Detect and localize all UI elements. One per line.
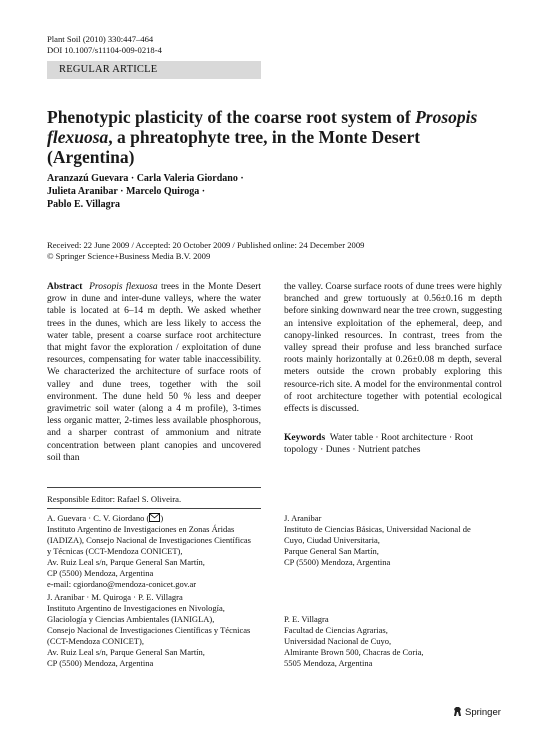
title-part2: , a phreatophyte tree, in the Monte Desert (Argentina) bbox=[47, 127, 421, 167]
article-type-banner bbox=[47, 61, 261, 79]
affiliation-line: Almirante Brown 500, Chacras de Coria, bbox=[284, 647, 424, 657]
affiliation-line: CP (5500) Mendoza, Argentina bbox=[47, 568, 154, 578]
affiliation-close-paren: ) bbox=[160, 513, 164, 523]
affiliation-names bbox=[47, 513, 251, 524]
publisher-logo bbox=[452, 706, 501, 718]
abstract-species: Prosopis flexuosa bbox=[89, 282, 158, 292]
affiliation-line: Instituto Argentino de Investigaciones en Nivología, bbox=[47, 603, 225, 613]
affiliation-line: (CCT-Mendoza CONICET), bbox=[47, 636, 144, 646]
email-link[interactable]: e-mail: cgiordano@mendoza-conicet.gov.ar bbox=[47, 579, 197, 589]
keywords-text: Water table · Root architecture · Root topology · Dunes · Nutrient patches bbox=[284, 433, 474, 456]
affiliation-line: Universidad Nacional de Cuyo, bbox=[284, 636, 392, 646]
affiliation-line: y Técnicas (CCT-Mendoza CONICET), bbox=[47, 546, 183, 556]
abstract-right-column bbox=[284, 281, 502, 415]
footnote-divider bbox=[47, 508, 261, 509]
affiliation-block bbox=[47, 513, 251, 590]
affiliation-authors: J. Aranibar bbox=[284, 513, 322, 523]
abstract-text-left: trees in the Monte Desert grow in dune and inter-dune valleys, where the water table is located at 6–14 m depth. We asked whether trees in the dunes, which are less likely to access the water table, present a coarse surface root architecture that might favor the exploration / exploitation of dune resources, compensating for water table inaccessibility. We characterized the architecture of surface roots of valley and dune trees, together with the soil environment. The dune held 50 % less and deeper gravimetric soil water (along a 4 m profile), 3-times less organic matter, 2-times less available phosphorous, and a sharper contrast of ammonium and nitrate concentration between plant canopies and uncovered soil than bbox=[47, 282, 262, 463]
publication-dates bbox=[47, 240, 507, 262]
abstract-heading: Abstract bbox=[47, 282, 83, 292]
title-part1: Phenotypic plasticity of the coarse root system of bbox=[47, 107, 416, 127]
affiliation-line: Glaciología y Ciencias Ambientales (IANIGLA), bbox=[47, 614, 215, 624]
journal-header bbox=[47, 34, 162, 56]
dates-line: Received: 22 June 2009 / Accepted: 20 October 2009 / Published online: 24 December 2009 bbox=[47, 240, 365, 250]
affiliation-line: Consejo Nacional de Investigaciones Científicas y Técnicas bbox=[47, 625, 251, 635]
affiliation-line: 5505 Mendoza, Argentina bbox=[284, 658, 373, 668]
author-list bbox=[47, 172, 297, 211]
author-line: Aranzazú Guevara · Carla Valeria Giordano · bbox=[47, 173, 244, 184]
author-line: Julieta Aranibar · Marcelo Quiroga · bbox=[47, 186, 206, 197]
responsible-editor: Responsible Editor: Rafael S. Oliveira. bbox=[47, 494, 182, 504]
article-type: REGULAR ARTICLE bbox=[59, 64, 158, 75]
affiliation-line: (IADIZA), Consejo Nacional de Investigaciones Científicas bbox=[47, 535, 251, 545]
affiliation-block bbox=[284, 513, 471, 568]
paper-title bbox=[47, 107, 507, 167]
title-species: Prosopis flexuosa bbox=[47, 107, 478, 147]
abstract-text-right: the valley. Coarse surface roots of dune trees were highly branched and grew tortuously at 0.56±0.16 m depth before sinking downward near the tree crown, suggesting an intensive exploitation of the ephemeral, deep, and canopy-linked resources. In contrast, trees from the valley spread their profuse and less branched surface roots mainly horizontally at 0.26±0.08 m depth, several meters outside the crown probably exploring this resource-rich site. A model for the environmental control of root architecture together with potential ecological effects is discussed. bbox=[284, 282, 502, 415]
affiliation-authors: P. E. Villagra bbox=[284, 614, 329, 624]
doi: DOI 10.1007/s11104-009-0218-4 bbox=[47, 45, 162, 55]
affiliation-line: Instituto Argentino de Investigaciones en Zonas Áridas bbox=[47, 524, 235, 534]
copyright-line: © Springer Science+Business Media B.V. 2009 bbox=[47, 251, 211, 261]
keywords bbox=[284, 432, 502, 456]
springer-horse-icon bbox=[452, 706, 463, 717]
author-line: Pablo E. Villagra bbox=[47, 199, 121, 210]
affiliation-line: CP (5500) Mendoza, Argentina bbox=[47, 658, 154, 668]
affiliation-line: CP (5500) Mendoza, Argentina bbox=[284, 557, 391, 567]
journal-citation: Plant Soil (2010) 330:447–464 bbox=[47, 34, 154, 44]
affiliation-line: Parque General San Martín, bbox=[284, 546, 379, 556]
affiliation-line: Instituto de Ciencias Básicas, Universidad Nacional de bbox=[284, 524, 471, 534]
affiliation-line: Av. Ruiz Leal s/n, Parque General San Martín, bbox=[47, 557, 205, 567]
affiliation-authors: A. Guevara · C. V. Giordano ( bbox=[47, 513, 150, 523]
affiliation-line: Facultad de Ciencias Agrarias, bbox=[284, 625, 388, 635]
affiliation-authors: J. Aranibar · M. Quiroga · P. E. Villagra bbox=[47, 592, 183, 602]
publisher-name: Springer bbox=[465, 707, 501, 718]
envelope-icon bbox=[149, 513, 160, 522]
affiliation-line: Av. Ruiz Leal s/n, Parque General San Martín, bbox=[47, 647, 205, 657]
keywords-heading: Keywords bbox=[284, 433, 326, 443]
affiliation-block bbox=[284, 614, 424, 669]
footnote-divider bbox=[47, 487, 261, 488]
affiliation-block bbox=[47, 592, 250, 669]
affiliation-line: Cuyo, Ciudad Universitaria, bbox=[284, 535, 380, 545]
abstract-left-column bbox=[47, 281, 261, 464]
